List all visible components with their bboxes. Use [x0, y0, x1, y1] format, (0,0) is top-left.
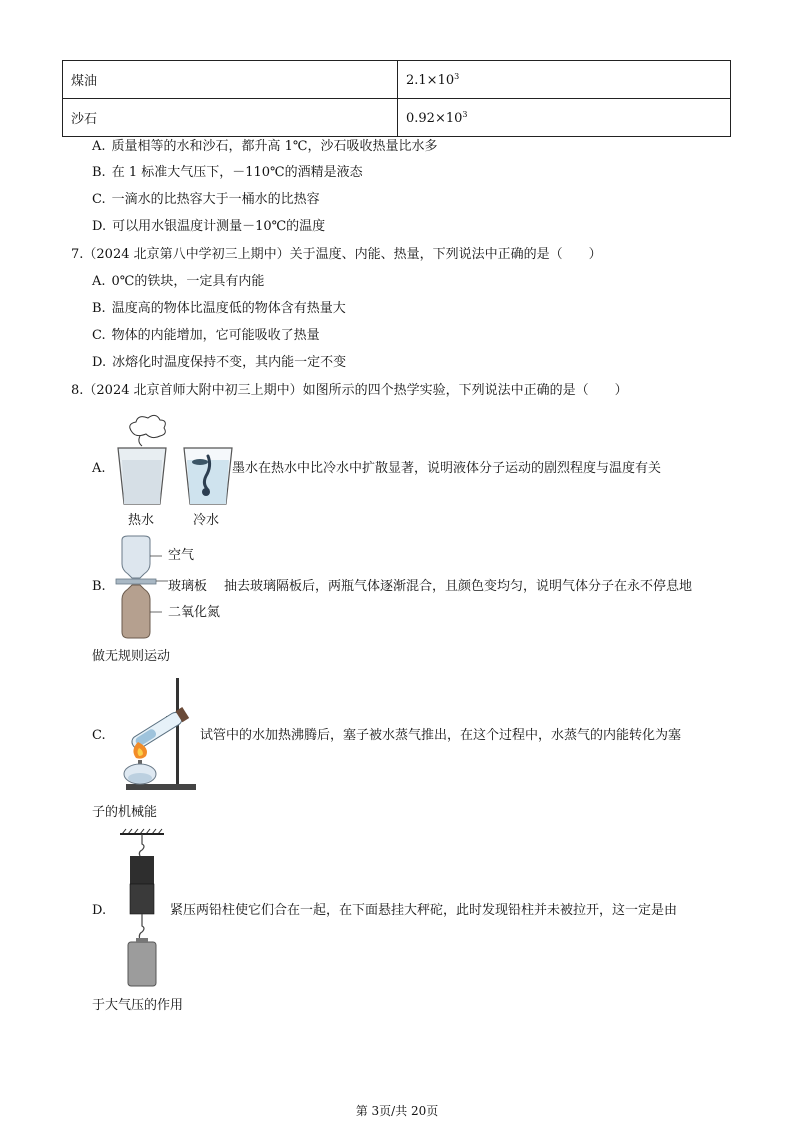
- value-exponent: 3: [462, 109, 468, 119]
- steam-icon: [130, 415, 166, 437]
- q8-option-d-letter: D.: [92, 903, 107, 918]
- option-letter: C.: [92, 192, 106, 207]
- table-row: [63, 61, 731, 99]
- q8-option-b-text1: 抽去玻璃隔板后，两瓶气体逐渐混合，且颜色变均匀，说明气体分子在永不停息地: [224, 579, 693, 594]
- q8-option-b-text2: 做无规则运动: [92, 649, 171, 664]
- specific-heat-table: [62, 60, 731, 137]
- option-text: 可以用水银温度计测量－10℃的温度: [112, 219, 326, 234]
- table-row: [63, 99, 731, 137]
- label-cold-water: 冷水: [193, 513, 220, 528]
- label-air: 空气: [168, 548, 195, 563]
- value-base: 0.92×10: [406, 110, 463, 126]
- option-text: 一滴水的比热容大于一桶水的比热容: [111, 192, 320, 207]
- q6-option-d: [92, 218, 325, 236]
- q7-option-b: [92, 300, 346, 318]
- option-letter: B.: [92, 165, 106, 180]
- q8-option-d-text2: 于大气压的作用: [92, 998, 184, 1013]
- q8-option-c-text2: 子的机械能: [92, 805, 158, 820]
- label-glass-plate: 玻璃板: [168, 579, 208, 594]
- value-exponent: 3: [454, 71, 460, 81]
- q6-option-c: [92, 191, 320, 209]
- option-text: 冰熔化时温度保持不变，其内能一定不变: [112, 355, 347, 370]
- q7-option-c: [92, 327, 320, 345]
- test-tube-heating-diagram: [114, 676, 202, 794]
- option-text: 0℃的铁块，一定具有内能: [111, 274, 265, 289]
- q7-option-a: [92, 273, 264, 291]
- glass-plate-icon: [116, 579, 156, 584]
- label-hot-water: 热水: [128, 513, 155, 528]
- gas-bottles-diagram: [114, 534, 170, 640]
- air-bottle-icon: [122, 536, 150, 578]
- q8-option-a-text: 墨水在热水中比冷水中扩散显著，说明液体分子运动的剧烈程度与温度有关: [232, 461, 662, 476]
- steam-wisp-icon: [139, 436, 142, 446]
- table-cell-value: [398, 99, 731, 137]
- q8-option-a-letter: A.: [92, 461, 106, 476]
- option-letter: A.: [92, 274, 106, 289]
- option-text: 在 1 标准大气压下，－110℃的酒精是液态: [111, 165, 363, 180]
- lower-lead-cylinder-icon: [130, 884, 154, 914]
- q8-option-c-letter: C.: [92, 728, 106, 743]
- option-letter: D.: [92, 219, 107, 234]
- hook-icon: [139, 834, 144, 856]
- no2-bottle-icon: [122, 585, 150, 638]
- lead-cylinders-diagram: [118, 828, 168, 990]
- q7-stem: 7.（2024 北京第八中学初三上期中）关于温度、内能、热量，下列说法中正确的是（ ）: [71, 247, 602, 262]
- option-text: 物体的内能增加，它可能吸收了热量: [111, 328, 320, 343]
- table-cell-substance: 煤油: [63, 61, 398, 99]
- option-text: 质量相等的水和沙石，都升高 1℃，沙石吸收热量比水多: [111, 139, 438, 154]
- option-letter: D.: [92, 355, 107, 370]
- weight-icon: [128, 942, 156, 986]
- upper-lead-cylinder-icon: [130, 856, 154, 884]
- stand-rod-icon: [176, 678, 179, 786]
- option-text: 温度高的物体比温度低的物体含有热量大: [111, 301, 346, 316]
- q8-stem: 8.（2024 北京首师大附中初三上期中）如图所示的四个热学实验，下列说法中正确的是（ ）: [71, 383, 628, 398]
- q8-option-d-text1: 紧压两铅柱使它们合在一起，在下面悬挂大秤砣，此时发现铅柱并未被拉开，这一定是由: [170, 903, 678, 918]
- table-cell-substance: 沙石: [63, 99, 398, 137]
- option-letter: B.: [92, 301, 106, 316]
- table-cell-value: [398, 61, 731, 99]
- q8-option-b-letter: B.: [92, 579, 106, 594]
- stand-base-icon: [126, 784, 196, 790]
- q6-option-b: [92, 164, 363, 182]
- option-letter: A.: [92, 139, 106, 154]
- value-base: 2.1×10: [406, 72, 455, 88]
- q6-option-a: [92, 138, 437, 156]
- page-footer: 第 3页/共 20页: [355, 1104, 439, 1118]
- label-no2: 二氧化氮: [168, 605, 221, 620]
- q8-option-c-text1: 试管中的水加热沸腾后，塞子被水蒸气推出，在这个过程中，水蒸气的内能转化为塞: [200, 728, 682, 743]
- option-letter: C.: [92, 328, 106, 343]
- q7-option-d: [92, 354, 346, 372]
